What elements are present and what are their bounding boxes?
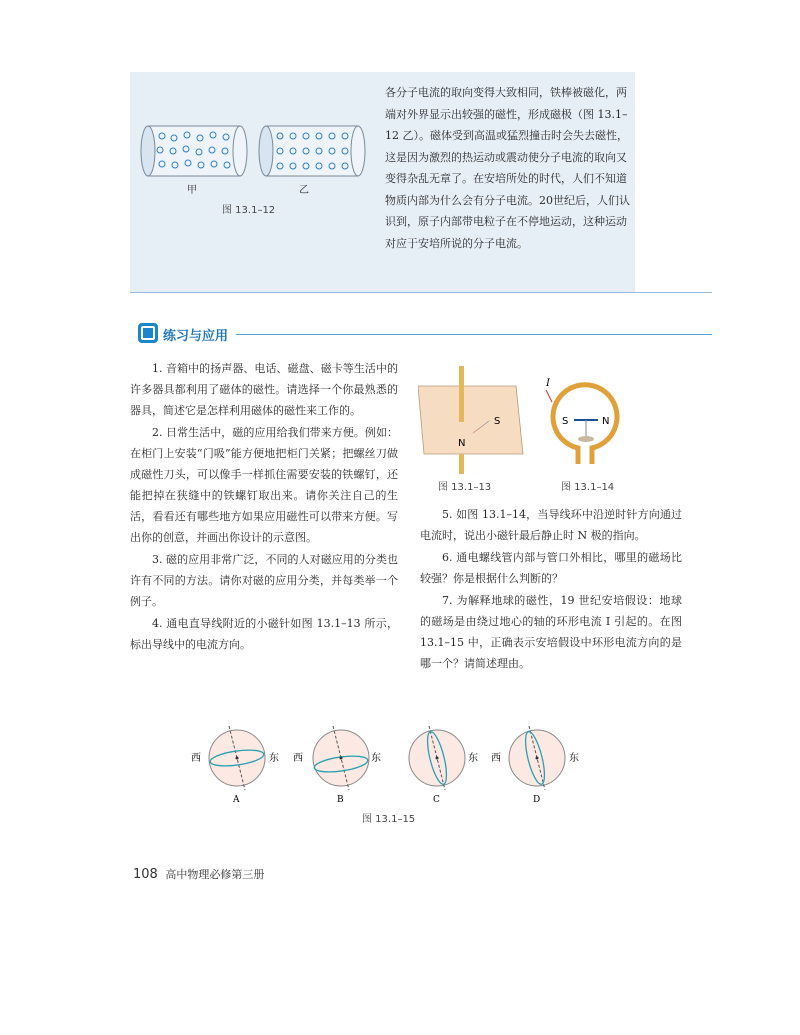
exercise-6: 6. 通电螺线管内部与管口外相比，哪里的磁场比较强？你是根据什么判断的？: [420, 551, 682, 585]
label-s: S: [494, 416, 501, 427]
iron-rod-disordered: [141, 126, 247, 176]
figure-caption: 图 13.1–12: [222, 205, 276, 216]
label-east: 东: [269, 753, 279, 764]
globe-c: [409, 726, 478, 805]
board: [418, 386, 523, 454]
label-west: 西: [191, 753, 201, 764]
option-b: B: [337, 795, 344, 805]
label-east: 东: [569, 753, 579, 764]
figure-caption: 图 13.1–15: [362, 814, 416, 825]
exercise-list-right: [420, 504, 682, 675]
section-rule: [236, 334, 712, 335]
divider: [130, 292, 712, 293]
globe-b: [293, 726, 381, 805]
exercise-4: 4. 通电直导线附近的小磁针如图 13.1–13 所示，标出导线中的电流方向。: [130, 617, 398, 651]
figure-13-1-14: [540, 378, 630, 470]
figure-label-yi: 乙: [299, 185, 309, 196]
label-east: 东: [371, 753, 381, 764]
exercise-2: 2. 日常生活中，磁的应用给我们带来方便。例如：在柜门上安装“门吸”能方便地把柜门关紧；把螺丝刀做成磁性刀头，可以像手一样抓住需要安装的铁螺钉，还能把掉在狭缝中的铁螺钉取出来。请你关注自己的生活，看看还有哪些地方如果应用磁性可以带来方便。写出你的创意，并画出你设计的示意图。: [130, 426, 398, 544]
wire-lower: [459, 454, 464, 474]
label-west: 西: [293, 753, 303, 764]
figure-caption: 图 13.1–14: [561, 482, 615, 493]
stand: [578, 436, 594, 442]
page-number: 108: [133, 867, 158, 882]
info-paragraph: 各分子电流的取向变得大致相同，铁棒被磁化，两端对外界显示出较强的磁性，形成磁极（图 13.1–12 乙）。磁体受到高温或猛烈撞击时会失去磁性，这是因为激烈的热运动或震动使分子电流的取向又变得杂乱无章了。在安培所处的时代，人们不知道物质内部为什么会有分子电流。20世纪后，人们认识到，原子内部带电粒子在不停地运动，这种运动对应于安培所说的分子电流。: [385, 86, 630, 250]
exercise-5: 5. 如图 13.1–14，当导线环中沿逆时针方向通过电流时，说出小磁针最后静止时 N 极的指向。: [420, 508, 682, 542]
exercise-icon: [138, 323, 158, 343]
section-title: 练习与应用: [163, 329, 229, 344]
label-west: 西: [491, 753, 501, 764]
label-i: I: [546, 378, 550, 389]
exercise-7: 7. 为解释地球的磁性，19 世纪安培假设：地球的磁场是由绕过地心的轴的环形电流 I 引起的。在图 13.1–15 中，正确表示安培假设中环形电流方向的是哪一个？请简述理由。: [420, 594, 682, 670]
figure-13-1-13: [418, 358, 528, 476]
iron-rod-magnetized: [259, 126, 365, 176]
globe-a: [191, 726, 279, 805]
option-c: C: [433, 795, 440, 805]
globe-d: [491, 726, 579, 805]
label-s: S: [562, 416, 569, 427]
book-title: 高中物理必修第三册: [165, 868, 265, 881]
exercise-3: 3. 磁的应用非常广泛，不同的人对磁应用的分类也许有不同的方法。请你对磁的应用分类，并每类举一个例子。: [130, 553, 398, 608]
label-n: N: [458, 438, 466, 449]
figure-13-1-15: [185, 718, 605, 810]
page-footer: [133, 866, 264, 882]
label-n: N: [602, 416, 610, 427]
current-arrow: [546, 390, 552, 402]
wire: [459, 366, 464, 422]
option-d: D: [533, 795, 541, 805]
option-a: A: [233, 795, 240, 805]
label-east: 东: [468, 753, 478, 764]
figure-label-jia: 甲: [187, 185, 197, 196]
exercise-1: 1. 音箱中的扬声器、电话、磁盘、磁卡等生活中的许多器具都利用了磁体的磁性。请选择一个你最熟悉的器具，简述它是怎样利用磁体的磁性来工作的。: [130, 362, 398, 417]
exercise-list-left: [130, 358, 398, 656]
figure-13-1-12: [140, 120, 370, 182]
figure-caption: 图 13.1–13: [438, 482, 492, 493]
